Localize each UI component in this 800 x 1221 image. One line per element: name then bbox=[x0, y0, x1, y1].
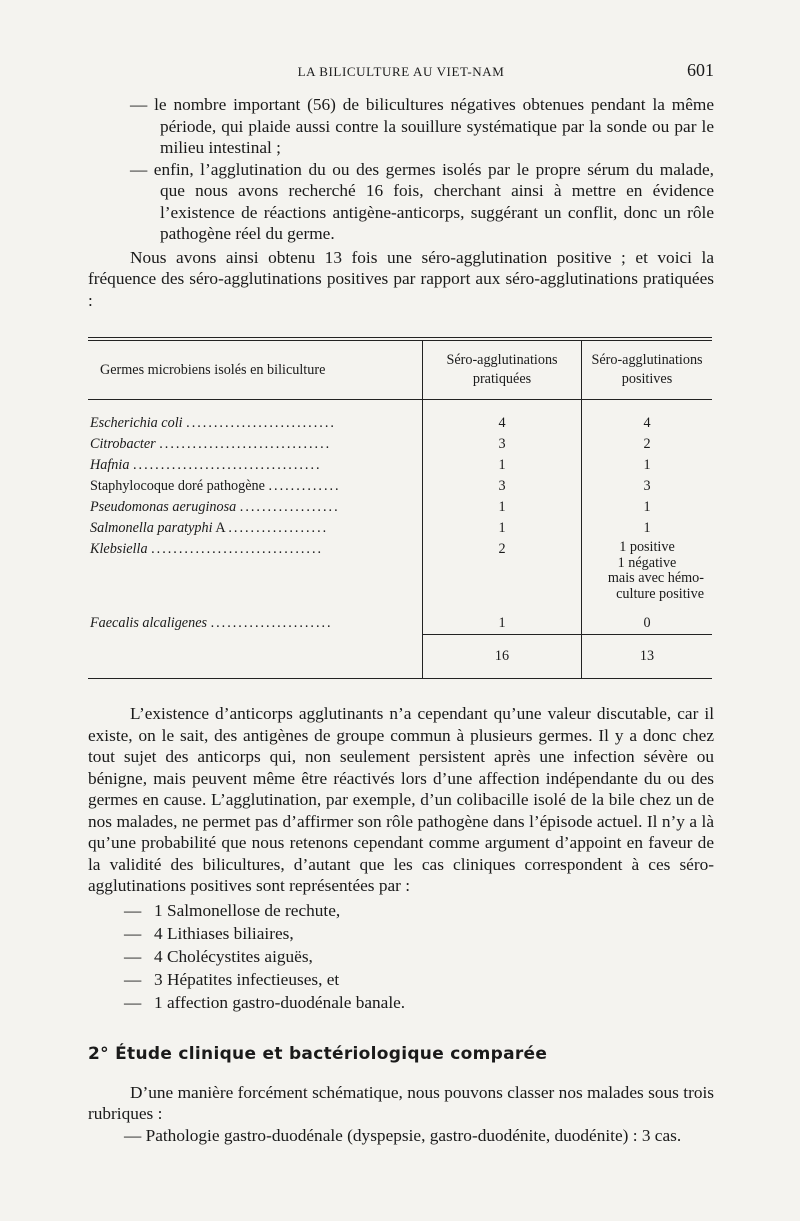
header-positive: Séro-agglutinations positives bbox=[582, 339, 713, 400]
klebsiella-positive-line: 1 positive bbox=[619, 539, 675, 555]
positive-cell-multiline bbox=[582, 539, 713, 603]
table-row bbox=[88, 434, 712, 455]
practiced-cell: 1 bbox=[423, 613, 582, 635]
section-paragraph: D’une manière forcément schématique, nous pouvons classer nos malades sous trois rubriques : bbox=[88, 1082, 714, 1123]
practiced-cell: 1 bbox=[423, 518, 582, 539]
positive-cell: 0 bbox=[582, 613, 713, 635]
klebsiella-note-line: culture positive bbox=[616, 585, 704, 602]
positive-cell: 1 bbox=[582, 455, 713, 476]
table-total-row bbox=[88, 635, 712, 679]
page-number: 601 bbox=[687, 60, 714, 80]
total-practiced: 16 bbox=[423, 635, 582, 679]
germ-cell: Salmonella paratyphi A .................. bbox=[90, 520, 329, 536]
klebsiella-negative-line: 1 négative bbox=[617, 554, 677, 571]
table-row bbox=[88, 476, 712, 497]
total-label-cell bbox=[88, 635, 423, 679]
germ-cell: Hafnia .................................. bbox=[90, 457, 322, 473]
germ-cell: Faecalis alcaligenes ...................... bbox=[90, 615, 333, 631]
list-item: — 4 Lithiases biliaires, bbox=[124, 923, 294, 943]
table-row bbox=[88, 455, 712, 476]
germ-cell: Klebsiella ............................... bbox=[90, 541, 324, 557]
positive-cell: 1 bbox=[582, 497, 713, 518]
table-spacer bbox=[88, 603, 712, 613]
intro-paragraph: Nous avons ainsi obtenu 13 fois une séro-agglutination positive ; et voici la fréquence des séro-agglutinations positives par rapport aux séro-agglutinations pratiquées : bbox=[88, 247, 714, 310]
list-item: — 1 affection gastro-duodénale banale. bbox=[124, 992, 406, 1012]
practiced-cell: 2 bbox=[423, 539, 582, 603]
practiced-cell: 4 bbox=[423, 400, 582, 435]
cases-list bbox=[88, 899, 714, 1014]
body-paragraph: L’existence d’anticorps agglutinants n’a cependant qu’une valeur discutable, car il existe, on le sait, des antigènes de groupe commun à plusieurs germes. Il y a donc chez tout sujet des anticorps qui, non seulement persistent après une infection sévère ou bénigne, mais peuvent même être réactivés lors d’une affection indépendante du ou des germes en cause. L’agglutination, par exemple, d’un colibacille isolé de la bile chez un de nos malades, ne permet pas d’affirmer son rôle pathogène dans l’épisode actuel. Il n’y a là qu’une probabilité que nous retenons cependant comme argument d’appoint en faveur de la validité des bilicultures, d’autant que les cas cliniques correspondent à ces séro-agglutinations positives sont représentées par : bbox=[88, 704, 714, 895]
sero-agglutination-table bbox=[88, 337, 712, 679]
germ-cell: Staphylocoque doré pathogène ............. bbox=[90, 478, 341, 494]
list-item: — 1 Salmonellose de rechute, bbox=[124, 900, 341, 920]
header-practiced: Séro-agglutinations pratiquées bbox=[423, 339, 582, 400]
table-row bbox=[88, 497, 712, 518]
positive-cell: 2 bbox=[582, 434, 713, 455]
running-title: LA BILICULTURE AU VIET-NAM bbox=[297, 64, 505, 79]
table-header-row bbox=[88, 339, 712, 400]
germ-cell: Pseudomonas aeruginosa .................. bbox=[90, 499, 340, 515]
germ-cell: Escherichia coli ........................... bbox=[90, 415, 336, 431]
positive-cell: 3 bbox=[582, 476, 713, 497]
final-item: — Pathologie gastro-duodénale (dyspepsie, gastro-duodénite, duodénite) : 3 cas. bbox=[124, 1125, 682, 1145]
list-item: — 3 Hépatites infectieuses, et bbox=[124, 969, 340, 989]
table-row-klebsiella bbox=[88, 539, 712, 603]
practiced-cell: 1 bbox=[423, 455, 582, 476]
intro-item-2: — enfin, l’agglutination du ou des germes isolés par le propre sérum du malade, que nous avons recherché 16 fois, cherchant ainsi à mettre en évidence l’existence de réactions antigène-anticorps, suggérant un conflit, donc un rôle pathogène réel du germe. bbox=[130, 159, 714, 243]
germ-cell: Citrobacter ............................... bbox=[90, 436, 332, 452]
practiced-cell: 3 bbox=[423, 434, 582, 455]
header-germ: Germes microbiens isolés en biliculture bbox=[88, 339, 423, 400]
page-header bbox=[88, 58, 714, 88]
table-row bbox=[88, 518, 712, 539]
list-item: — 4 Cholécystites aiguës, bbox=[124, 946, 313, 966]
section-heading: 2° Étude clinique et bactériologique comparée bbox=[88, 1043, 548, 1064]
positive-cell: 4 bbox=[582, 400, 713, 435]
practiced-cell: 3 bbox=[423, 476, 582, 497]
intro-item-1: — le nombre important (56) de bilicultures négatives obtenues pendant la même période, qui plaide aussi contre la souillure systématique par la sonde ou par le milieu intestinal ; bbox=[130, 95, 714, 157]
positive-cell: 1 bbox=[582, 518, 713, 539]
page bbox=[88, 58, 714, 1146]
klebsiella-note-line: mais avec hémo- bbox=[607, 570, 704, 586]
table-row bbox=[88, 613, 712, 635]
practiced-cell: 1 bbox=[423, 497, 582, 518]
table-row bbox=[88, 400, 712, 435]
total-positive: 13 bbox=[582, 635, 713, 679]
